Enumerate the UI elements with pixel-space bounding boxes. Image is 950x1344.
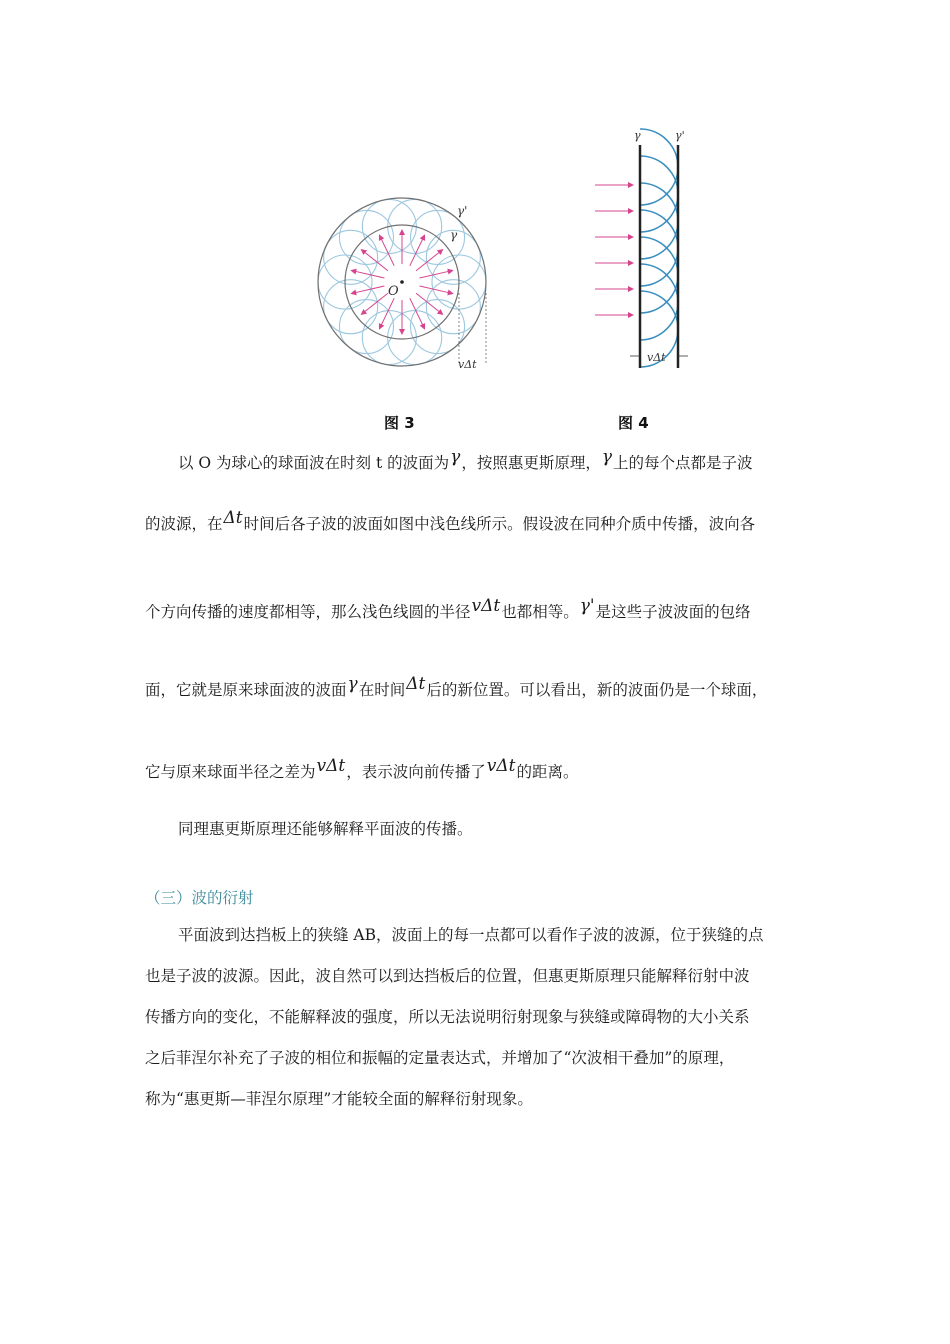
v-delta-t-symbol: vΔt <box>486 756 516 776</box>
figure-3-spherical-wave <box>310 185 510 385</box>
propagation-arrow <box>410 235 425 266</box>
gamma-prime-label: γ' <box>675 129 685 142</box>
propagation-arrow <box>379 235 394 266</box>
wavelet-semicircle <box>640 156 678 232</box>
figure-4-caption: 图 4 <box>618 414 649 432</box>
vdt-label: vΔt <box>458 358 477 371</box>
paragraph-1-line-3: 个方向传播的速度都相等，那么浅色线圆的半径vΔt也都相等。γ'是这些子波波面的包络 <box>145 596 751 621</box>
v-delta-t-symbol: vΔt <box>471 596 501 616</box>
propagation-arrow <box>351 286 384 294</box>
gamma-symbol: γ <box>347 674 358 694</box>
paragraph-3-line-4: 之后菲涅尔补充了子波的相位和振幅的定量表达式，并增加了“次波相干叠加”的原理， <box>145 1049 735 1067</box>
gamma-label: γ <box>450 228 458 242</box>
v-delta-t-symbol: vΔt <box>316 756 346 776</box>
paragraph-3-line-1: 平面波到达挡板上的狭缝 AB，波面上的每一点都可以看作子波的波源，位于狭缝的点 <box>178 926 764 944</box>
paragraph-2: 同理惠更斯原理还能够解释平面波的传播。 <box>178 820 473 838</box>
wavelet-semicircle <box>640 129 678 205</box>
propagation-arrow <box>410 298 425 329</box>
delta-t-symbol: Δt <box>223 508 243 528</box>
paragraph-1-line-1: 以 O 为球心的球面波在时刻 t 的波面为γ，按照惠更斯原理，γ上的每个点都是子波 <box>178 447 753 472</box>
paragraph-1-line-5: 它与原来球面半径之差为vΔt，表示波向前传播了vΔt的距离。 <box>145 756 579 781</box>
paragraph-3-line-2: 也是子波的波源。因此，波自然可以到达挡板后的位置，但惠更斯原理只能解释衍射中波 <box>145 967 750 985</box>
propagation-arrow <box>379 298 394 329</box>
gamma-prime-label: γ' <box>457 204 468 218</box>
propagation-arrow <box>420 286 453 294</box>
paragraph-1-line-2: 的波源，在Δt时间后各子波的波面如图中浅色线所示。假设波在同种介质中传播，波向各 <box>145 508 756 533</box>
gamma-prime-symbol: γ' <box>579 596 595 616</box>
propagation-arrow <box>351 270 384 278</box>
wavelet-semicircle <box>640 237 678 313</box>
wavelet-semicircle <box>640 264 678 340</box>
center-label: O <box>388 284 399 299</box>
center-point <box>400 280 404 284</box>
wavelet-semicircle <box>640 210 678 286</box>
gamma-symbol: γ <box>450 447 461 467</box>
wavelet-semicircles <box>640 129 678 367</box>
propagation-arrow <box>420 270 453 278</box>
paragraph-1-line-4: 面，它就是原来球面波的波面γ在时间Δt后的新位置。可以看出，新的波面仍是一个球面， <box>145 674 768 699</box>
gamma-symbol: γ <box>601 447 613 467</box>
vdt-label: vΔt <box>647 351 666 364</box>
section-heading: （三）波的衍射 <box>145 889 254 907</box>
figure-3-caption: 图 3 <box>384 414 415 432</box>
paragraph-3-line-5: 称为“惠更斯—菲涅尔原理”才能较全面的解释衍射现象。 <box>145 1090 533 1108</box>
wavelet-semicircle <box>640 183 678 259</box>
gamma-label: γ <box>634 129 641 142</box>
paragraph-3-line-3: 传播方向的变化，不能解释波的强度，所以无法说明衍射现象与狭缝或障碍物的大小关系 <box>145 1008 750 1026</box>
figure-4-plane-wave <box>585 125 695 375</box>
incoming-arrows <box>595 185 633 315</box>
delta-t-symbol: Δt <box>406 674 426 694</box>
